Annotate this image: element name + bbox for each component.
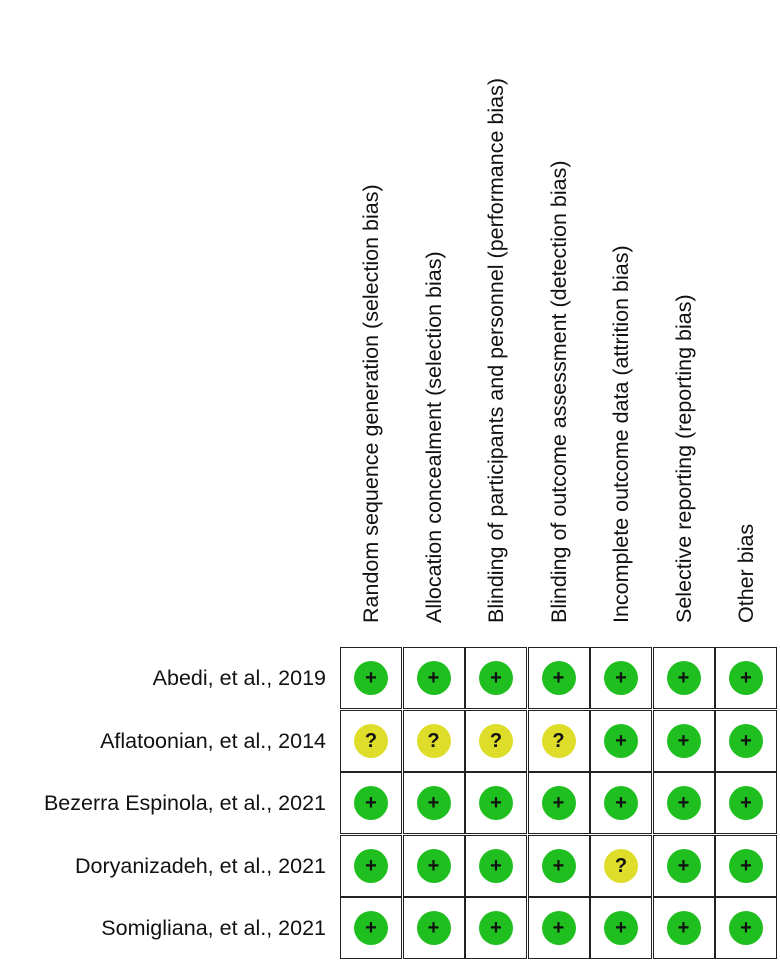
column-header — [465, 0, 527, 640]
grid-cell — [653, 897, 715, 959]
low-risk-icon: + — [604, 786, 638, 820]
low-risk-icon: + — [417, 911, 451, 945]
domain-label: Incomplete outcome data (attrition bias) — [609, 245, 633, 623]
low-risk-icon: + — [354, 661, 388, 695]
low-risk-icon: + — [667, 849, 701, 883]
unclear-risk-icon: ? — [604, 849, 638, 883]
grid-cell — [340, 710, 402, 772]
grid-cell — [403, 647, 465, 709]
column-header — [528, 0, 590, 640]
unclear-risk-icon: ? — [542, 724, 576, 758]
column-header — [653, 0, 715, 640]
grid-cell — [715, 897, 777, 959]
grid-cell — [465, 772, 527, 834]
low-risk-icon: + — [542, 849, 576, 883]
grid-cell — [715, 835, 777, 897]
grid-cell — [653, 647, 715, 709]
grid-cell — [590, 772, 652, 834]
domain-label: Blinding of participants and personnel (performance bias) — [484, 78, 508, 623]
study-label: Abedi, et al., 2019 — [152, 666, 326, 690]
low-risk-icon: + — [729, 911, 763, 945]
low-risk-icon: + — [667, 786, 701, 820]
low-risk-icon: + — [354, 911, 388, 945]
low-risk-icon: + — [417, 786, 451, 820]
low-risk-icon: + — [729, 661, 763, 695]
low-risk-icon: + — [417, 661, 451, 695]
low-risk-icon: + — [479, 661, 513, 695]
unclear-risk-icon: ? — [479, 724, 513, 758]
unclear-risk-icon: ? — [354, 724, 388, 758]
grid-cell — [465, 710, 527, 772]
study-label: Doryanizadeh, et al., 2021 — [75, 853, 326, 878]
low-risk-icon: + — [542, 661, 576, 695]
grid-cell — [528, 710, 590, 772]
low-risk-icon: + — [479, 911, 513, 945]
low-risk-icon: + — [354, 786, 388, 820]
grid-cell — [590, 710, 652, 772]
low-risk-icon: + — [542, 786, 576, 820]
domain-label: Random sequence generation (selection bias) — [359, 184, 383, 623]
grid-cell — [528, 897, 590, 959]
grid-cell — [715, 710, 777, 772]
study-label: Aflatoonian, et al., 2014 — [100, 728, 326, 753]
grid-cell — [528, 647, 590, 709]
low-risk-icon: + — [604, 661, 638, 695]
column-header — [715, 0, 777, 640]
low-risk-icon: + — [729, 786, 763, 820]
domain-label: Allocation concealment (selection bias) — [421, 251, 446, 623]
domain-label: Selective reporting (reporting bias) — [671, 294, 696, 623]
domain-label: Blinding of outcome assessment (detection bias) — [546, 160, 571, 623]
grid-cell — [340, 772, 402, 834]
grid-cell — [715, 647, 777, 709]
domain-label: Other bias — [734, 523, 758, 623]
column-header — [590, 0, 652, 640]
grid-cell — [590, 647, 652, 709]
grid-cell — [590, 897, 652, 959]
grid-cell — [340, 897, 402, 959]
grid-cell — [340, 835, 402, 897]
grid-cell — [465, 835, 527, 897]
grid-cell — [403, 835, 465, 897]
low-risk-icon: + — [729, 724, 763, 758]
low-risk-icon: + — [604, 724, 638, 758]
grid-cell — [653, 835, 715, 897]
low-risk-icon: + — [667, 724, 701, 758]
study-label: Somigliana, et al., 2021 — [101, 916, 326, 940]
column-header — [340, 0, 402, 640]
grid-cell — [653, 772, 715, 834]
grid-cell — [465, 897, 527, 959]
grid-cell — [590, 835, 652, 897]
low-risk-icon: + — [729, 849, 763, 883]
grid-cell — [528, 835, 590, 897]
unclear-risk-icon: ? — [417, 724, 451, 758]
grid-cell — [653, 710, 715, 772]
low-risk-icon: + — [479, 786, 513, 820]
study-label: Bezerra Espinola, et al., 2021 — [43, 791, 326, 815]
grid-cell — [403, 710, 465, 772]
low-risk-icon: + — [604, 911, 638, 945]
low-risk-icon: + — [542, 911, 576, 945]
grid-cell — [465, 647, 527, 709]
grid-cell — [403, 897, 465, 959]
grid-cell — [340, 647, 402, 709]
grid-cell — [403, 772, 465, 834]
grid-cell — [528, 772, 590, 834]
low-risk-icon: + — [667, 911, 701, 945]
low-risk-icon: + — [417, 849, 451, 883]
low-risk-icon: + — [354, 849, 388, 883]
low-risk-icon: + — [479, 849, 513, 883]
column-header — [403, 0, 465, 640]
low-risk-icon: + — [667, 661, 701, 695]
grid-cell — [715, 772, 777, 834]
